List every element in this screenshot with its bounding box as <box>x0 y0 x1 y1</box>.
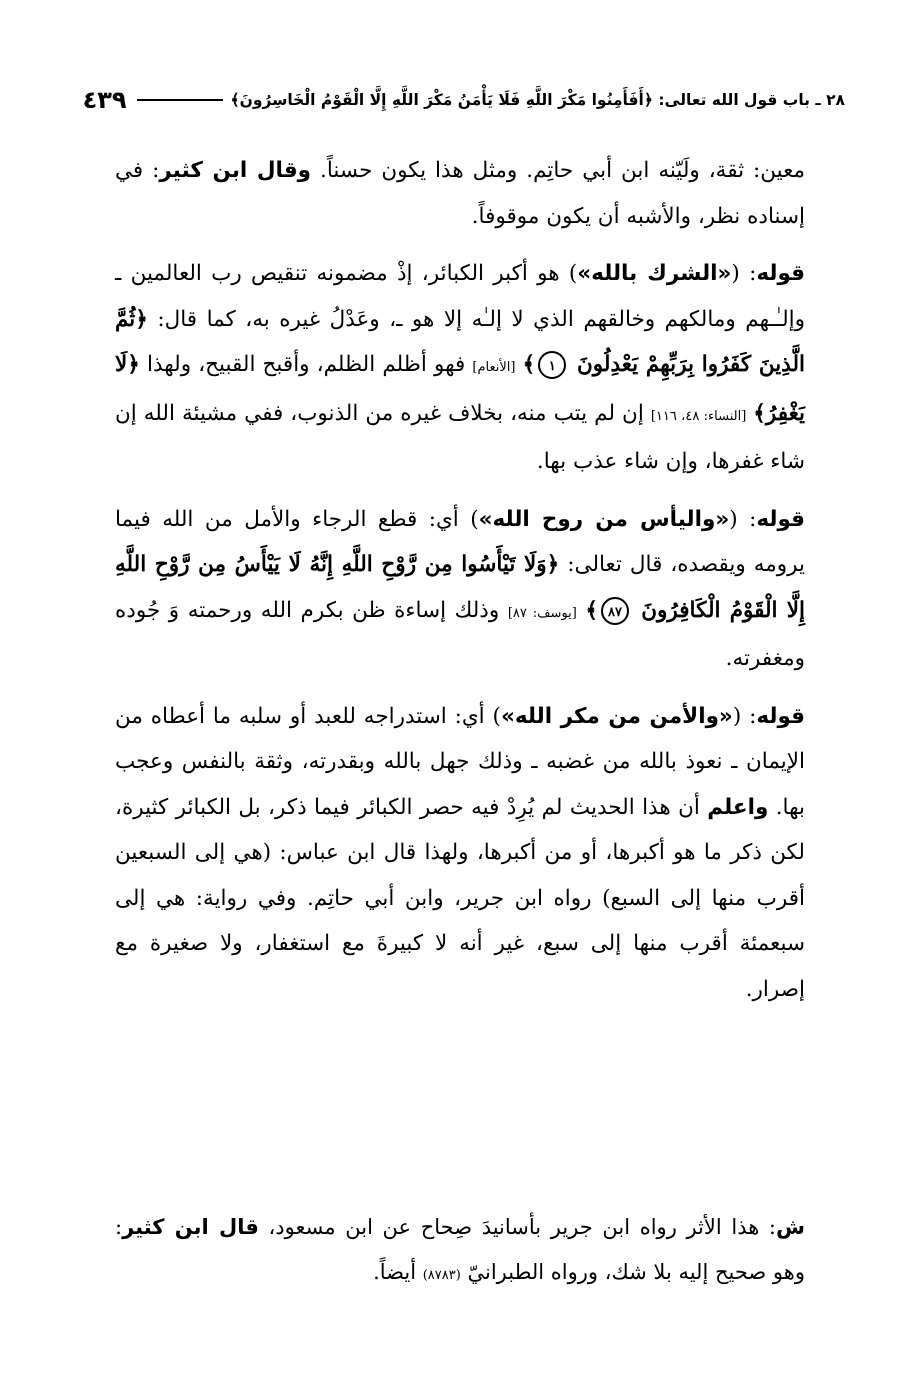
running-header <box>50 78 845 122</box>
text-run: : في إسناده نظر، والأشبه أن يكون موقوفاً. <box>115 158 805 229</box>
ayah-number-marker: ٨٧ <box>601 597 629 625</box>
qawluhu-label: قوله <box>756 261 806 286</box>
footnote-paragraph <box>115 1205 805 1298</box>
emphasis-word: واعلم <box>707 794 769 820</box>
header-rule <box>137 99 223 101</box>
quran-verse: ﴿ثُمَّ الَّذِينَ كَفَرُوا بِرَبِّهِمْ يَعْدِلُونَ <box>115 306 805 377</box>
hadith-number: (٨٧٨٣) <box>422 1268 461 1283</box>
paragraph-2 <box>115 251 805 485</box>
footnote-section <box>115 1205 805 1298</box>
quran-verse: ﴿وَلَا تَيْأَسُوا مِن رَّوْحِ اللَّهِ إِنَّهُ لَا يَيْأَسُ مِن رَّوْحِ اللَّهِ إِلَّا الْقَوْمُ الْكَافِرُونَ <box>115 552 805 623</box>
page-number: ٤٣٩ <box>82 86 127 114</box>
qawluhu-label: قوله <box>756 506 805 532</box>
text-run: معين: ثقة، ولَيّنه ابن أبي حاتِم. ومثل هذا يكون حسناً. <box>311 158 806 183</box>
text-run: : ( <box>732 703 757 729</box>
quoted-phrase: «والأمن من مكر الله» <box>500 703 733 729</box>
paragraph-1 <box>115 148 805 239</box>
surah-reference: [النساء: ٤٨، ١١٦] <box>650 408 747 424</box>
qawluhu-label: قوله <box>756 703 806 729</box>
text-run: وذلك إساءة ظن بكرم الله ورحمته وَ جُوده ومغفرته. <box>115 597 805 671</box>
text-run: : ( <box>731 261 757 286</box>
quoted-phrase: «الشرك بالله» <box>577 261 732 286</box>
text-run: إن لم يتب منه، بخلاف غيره من الذنوب، ففي مشيئة الله إن شاء غفرها، وإن شاء عذب بها. <box>115 400 805 474</box>
paragraph-4 <box>115 694 805 1013</box>
main-text <box>115 148 805 1024</box>
text-run: ) أي: قطع الرجاء والأمل من الله فيما يرومه ويقصده، قال تعالى: <box>115 506 805 577</box>
text-run: ) أي: استدراجه للعبد أو سلبه ما أعطاه من الإيمان ـ نعوذ بالله من غضبه ـ وذلك جهل بالله وبقدرته، وثقة بالنفس وعجب بها. <box>115 703 805 820</box>
quran-verse: ﴿لَا يَغْفِرُ﴾ <box>115 352 805 426</box>
quoted-phrase: «واليأس من روح الله» <box>478 506 730 532</box>
text-run: : ( <box>729 506 757 532</box>
ayah-number-marker: ١ <box>538 351 566 379</box>
text-run: : هذا الأثر رواه ابن جرير بأسانيدَ صِحاح عن ابن مسعود، <box>258 1215 776 1239</box>
author-citation: وقال ابن كثير <box>159 158 312 183</box>
chapter-title: ٢٨ ـ باب قول الله تعالى: ﴿أَفَأَمِنُوا مَكْرَ اللَّهِ فَلَا يَأْمَنُ مَكْرَ اللَّهِ إِلَّا الْقَوْمُ الْخَاسِرُونَ﴾ <box>230 91 845 109</box>
text-run: ) هو أكبر الكبائر، إذْ مضمونه تنقيص رب العالمين ـ وإلـٰـهم ومالكهم وخالقهم الذي لا إلـٰه إلا هو ـ، وعَدْلُ غيره به، كما قال: <box>115 261 805 332</box>
author-citation: قال ابن كثير <box>122 1215 259 1239</box>
text-run: أيضاً. <box>373 1260 423 1284</box>
surah-reference: [يوسف: ٨٧] <box>507 605 577 621</box>
surah-reference: [الأنعام] <box>472 360 516 375</box>
text-run: : وهو صحيح إليه بلا شك، ورواه الطبرانيّ <box>115 1215 805 1284</box>
text-run: فهو أظلم الظلم، وأقبح القبيح، ولهذا <box>139 352 473 377</box>
quran-bracket: ﴾ <box>585 597 599 623</box>
quran-bracket: ﴾ <box>522 352 536 377</box>
paragraph-3 <box>115 497 805 682</box>
footnote-label: ش <box>776 1215 805 1239</box>
text-run: أن هذا الحديث لم يُرِدْ فيه حصر الكبائر فيما ذكر، بل الكبائر كثيرة، لكن ذكر ما هو أكبرها، أو من أكبرها، ولهذا قال ابن عباس: (هي إلى السبعين أقرب منها إلى السبع) رواه ابن جرير، وابن أبي حاتِم. وفي رواية: هي إلى سبعمئة أقرب منها إلى سبع، غير أنه لا كبيرةَ مع استغفار، ولا صغيرة مع إصرار. <box>115 794 805 1002</box>
